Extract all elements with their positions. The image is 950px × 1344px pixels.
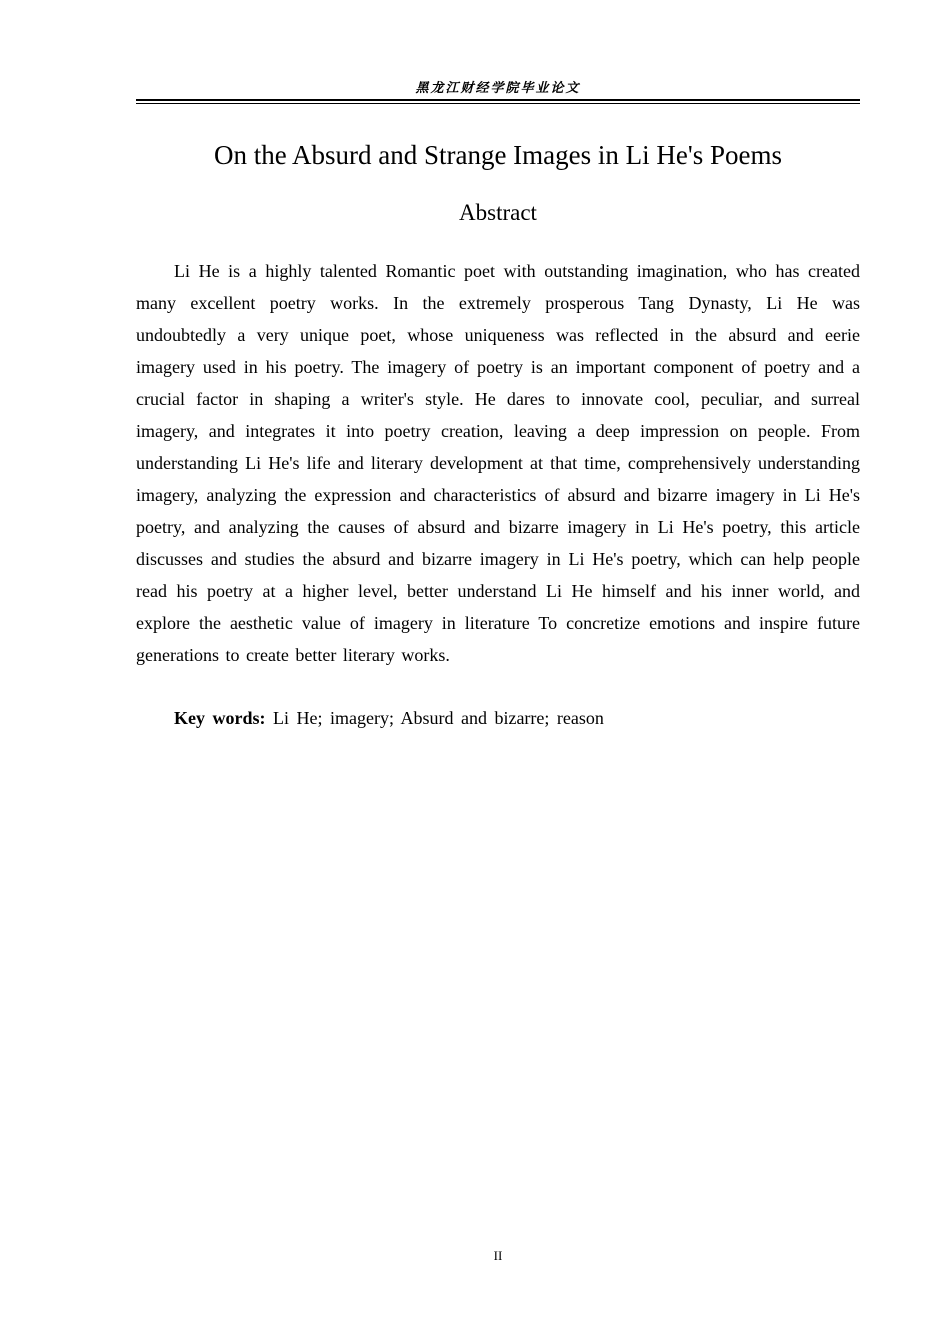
keywords-line — [136, 702, 860, 734]
keywords-text: Li He; imagery; Absurd and bizarre; reason — [273, 708, 604, 728]
page-number: II — [493, 1248, 503, 1263]
header-rule-thin — [136, 103, 860, 104]
header-rule-thick — [136, 99, 860, 101]
abstract-body: Li He is a highly talented Romantic poet with outstanding imagination, who has created many excellent poetry works. In the extremely prosperous Tang Dynasty, Li He was undoubtedly a very unique poet, whose uniqueness was reflected in the absurd and eerie imagery used in his poetry. The imagery of poetry is an important component of poetry and a crucial factor in shaping a writer's style. He dares to innovate cool, peculiar, and surreal imagery, and integrates it into poetry creation, leaving a deep impression on people. From understanding Li He's life and literary development at that time, comprehensively understanding imagery, analyzing the expression and characteristics of absurd and bizarre imagery in Li He's poetry, and analyzing the causes of absurd and bizarre imagery in Li He's poetry, this article discusses and studies the absurd and bizarre imagery in Li He's poetry, which can help people read his poetry at a higher level, better understand Li He himself and his inner world, and explore the aesthetic value of imagery in literature To concretize emotions and inspire future generations to create better literary works. — [136, 261, 860, 665]
paper-title: On the Absurd and Strange Images in Li He's Poems — [213, 140, 783, 170]
keywords-label: Key words: — [174, 708, 266, 728]
abstract-heading: Abstract — [459, 200, 537, 225]
running-header: 黑龙江财经学院毕业论文 — [415, 81, 581, 96]
